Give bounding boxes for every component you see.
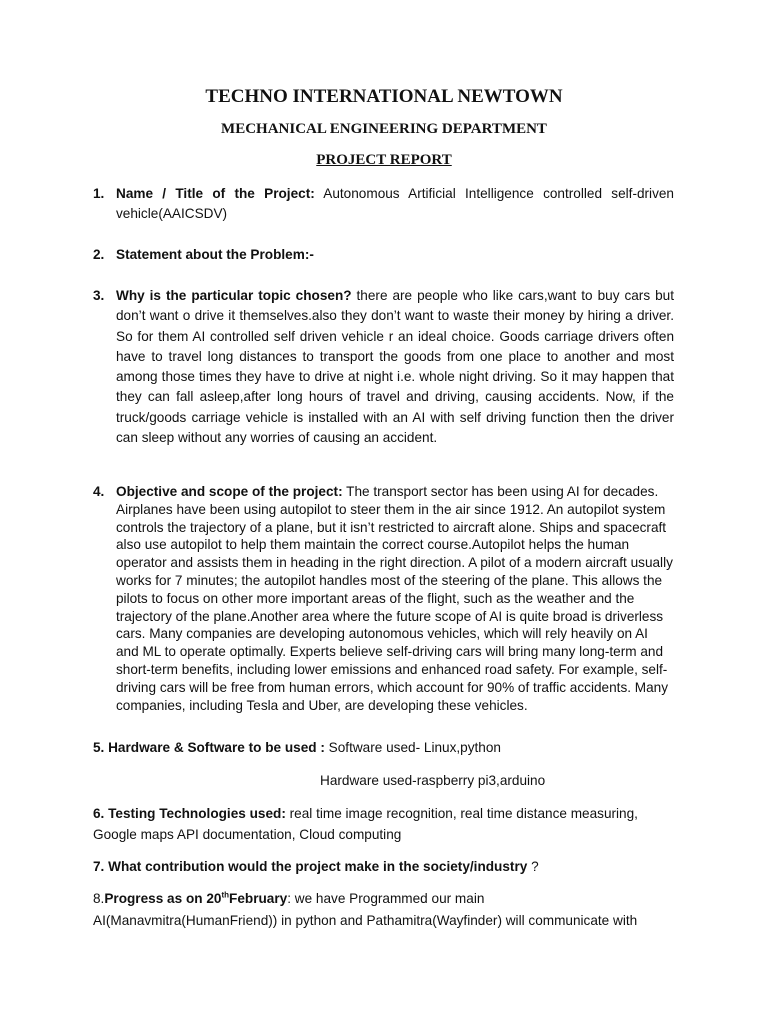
section-3-label: Why is the particular topic chosen? [116,288,352,303]
section-4-text: The transport sector has been using AI for decades. Airplanes have been using autopilot to steer them in the air since 1912. An autopilot system controls the trajectory of a plane, but it isn’t restricted to aircraft alone. Ships and spacecraft also use autopilot to help them maintain the correct course.Autopilot helps the human operator and assists them in heading in the right direction. A pilot of a modern aircraft usually works for 7 minutes; the autopilot handles most of the steering of the plane. This allows the pilots to focus on other more important areas of the flight, such as the weather and the trajectory of the plane.Another area where the future scope of AI is quite broad is driverless cars. Many companies are developing autonomous vehicles, which will rely heavily on AI and ML to operate optimally. Experts believe self-driving cars will bring many long-term and short-term benefits, including lower emissions and enhanced road safety. For example, self-driving cars will be free from human errors, which account for 90% of traffic accidents. Many companies, including Tesla and Uber, are developing these vehicles. [116,484,673,713]
section-4-number: 4. [93,484,105,499]
section-5-hardware: Hardware used-raspberry pi3,arduino [320,773,546,788]
section-7-label: 7. What contribution would the project make in the society/industry [93,859,528,874]
section-3 [93,286,674,448]
institution-heading: TECHNO INTERNATIONAL NEWTOWN [205,86,563,107]
section-1-number: 1. [93,186,105,201]
section-1-label: Name / Title of the Project: [116,186,315,201]
section-4 [93,483,674,714]
section-3-text: there are people who like cars,want to buy cars but don’t want o drive it themselves.also they don’t want to waste their money by hiring a driver. So for them AI controlled self driven vehicle r an ideal choice. Goods carriage drivers often have to travel long distances to transport the goods from one place to another and most among those times they have to drive at night i.e. whole night driving. So it may happen that they can fall asleep,after long hours of travel and driving, causing accidents. Now, if the truck/goods carriage vehicle is installed with an AI with self driving function then the driver can sleep without any worries of causing an accident. [116,288,674,446]
section-4-body [116,483,674,714]
section-8 [93,888,693,932]
section-6 [93,803,683,845]
section-5 [93,737,693,758]
section-4-label: Objective and scope of the project: [116,484,343,499]
section-3-body [116,286,674,448]
section-8-label-b: February [229,891,288,906]
report-title: PROJECT REPORT [316,152,452,168]
section-2-body [116,245,674,265]
section-8-sup: th [221,890,230,900]
section-5-software: Software used- Linux,python [324,740,501,755]
section-5-label: 5. Hardware & Software to be used : [93,740,325,755]
section-1 [93,184,674,225]
section-3-number: 3. [93,288,105,303]
section-2-number: 2. [93,247,105,262]
section-6-label: 6. Testing Technologies used: [93,806,286,821]
department-heading: MECHANICAL ENGINEERING DEPARTMENT [221,121,547,137]
section-7 [93,856,693,877]
section-1-text: Autonomous Artificial Intelligence controlled self-driven vehicle(AAICSDV) [116,186,674,222]
section-8-line-2: AI(Manavmitra(HumanFriend)) in python and Pathamitra(Wayfinder) will communicate with [93,913,638,928]
section-8-line-1 [93,888,693,910]
section-6-text: real time image recognition, real time distance measuring, Google maps API documentation, Cloud computing [93,806,638,842]
section-8-label-a: Progress as on 20 [104,891,222,906]
section-2 [93,245,674,265]
section-2-label: Statement about the Problem:- [116,247,314,262]
section-7-suffix: ? [527,859,539,874]
section-8-text: : we have Programmed our main [287,891,485,906]
section-1-body [116,184,674,225]
section-8-number: 8. [93,891,105,906]
